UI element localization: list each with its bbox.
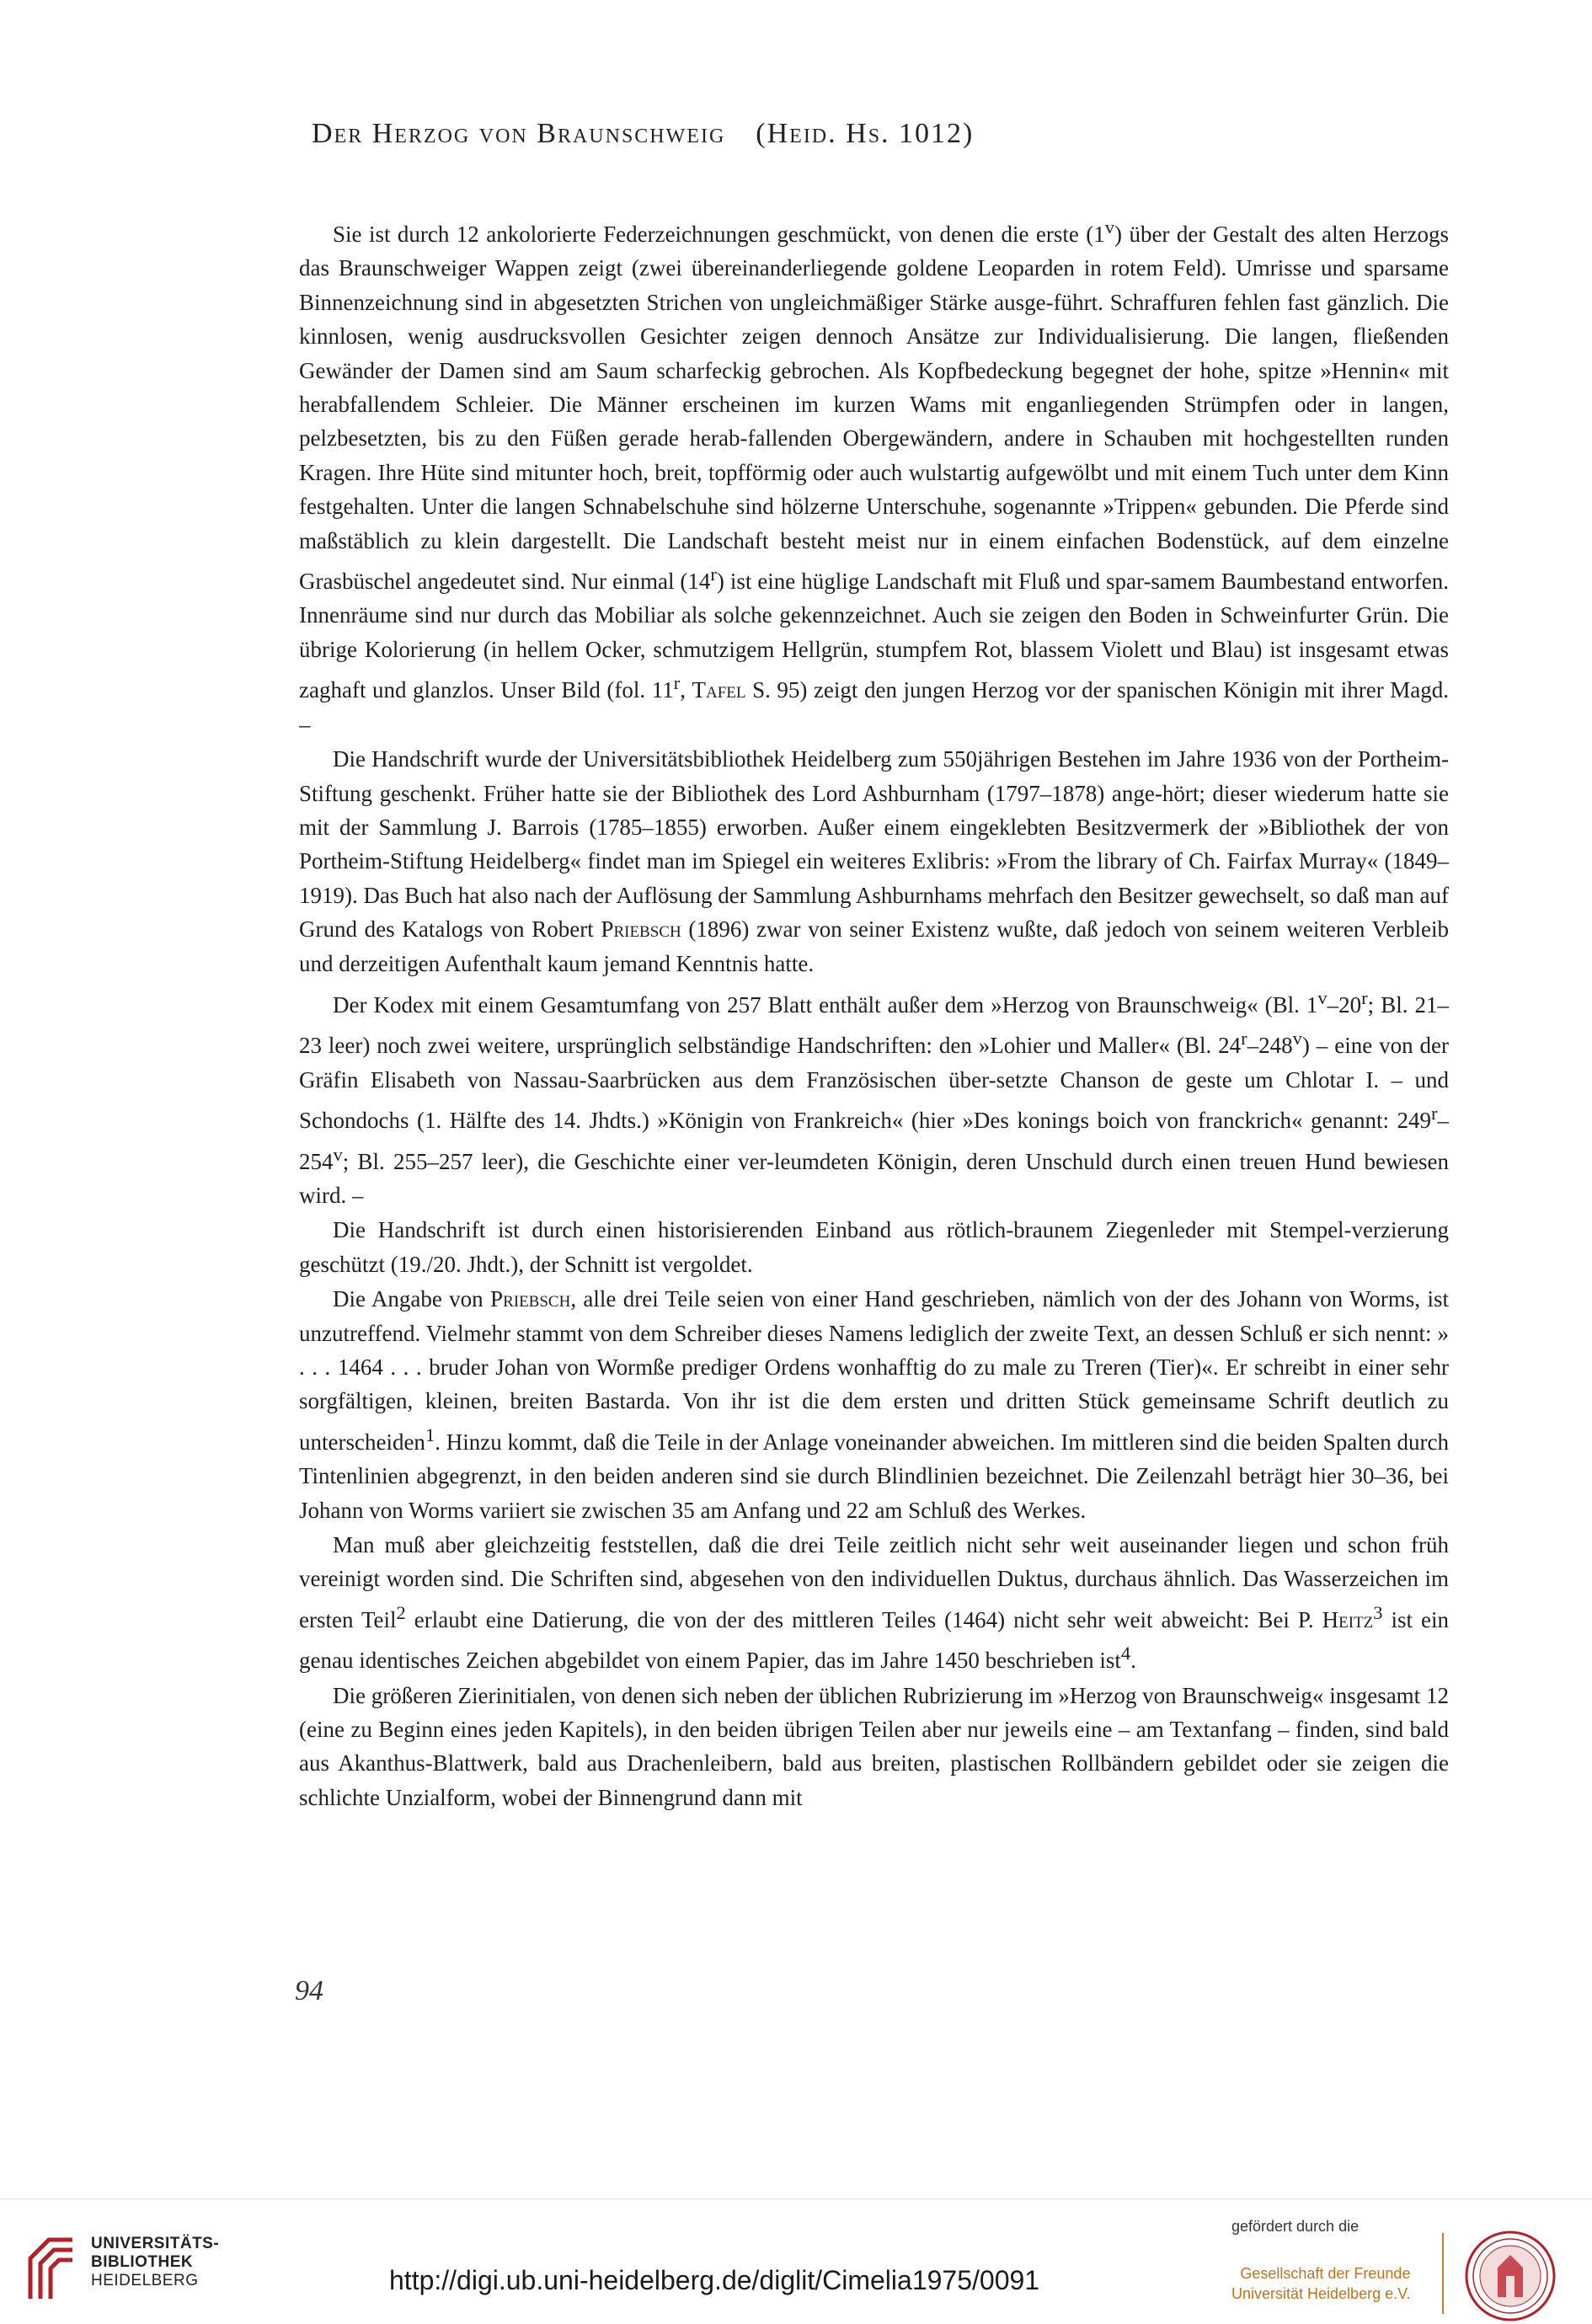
ub-heidelberg-logo-icon[interactable]: [24, 2233, 79, 2302]
footer-bar: [0, 2198, 1592, 2324]
university-seal-icon: [1464, 2230, 1557, 2322]
sponsor-name[interactable]: [1231, 2263, 1410, 2304]
running-head-shelfmark: (Heid. Hs. 1012): [756, 118, 975, 149]
body-paragraph: Der Kodex mit einem Gesamtumfang von 257 Blatt enthält außer dem »Herzog von Braunschweig« (Bl. 1$^v$–20$^r$; Bl. 21–23 leer) noch zwei weitere, ursprünglich selbständige Handschriften: den »Lohier und Maller« (Bl. 24$^r$–248$^v$) – eine von der Gräfin Elisabeth von Nassau-Saarbrücken aus dem Französischen über-setzte Chanson de geste um Chlotar I. – und Schondochs (1. Hälfte des 14. Jhdts.) »Königin von Frankreich« (hier »Des konings boich von franckrich« genannt: 249$^r$–254$^v$; Bl. 255–257 leer), die Geschichte einer ver-leumdeten Königin, deren Unschuld durch einen treuen Hund bewiesen wird. –: [299, 986, 1449, 1208]
library-name-line1: UNIVERSITÄTS-: [91, 2235, 220, 2252]
body-paragraph: Sie ist durch 12 ankolorierte Federzeichnungen geschmückt, von denen die erste (1$^v$) über der Gestalt des alten Herzogs das Braunschweiger Wappen zeigt (zwei übereinanderliegende goldene Leoparden in rotem Feld). Umrisse und sparsame Binnenzeichnung sind in abgesetzten Strichen von ungleichmäßiger Stärke ausge-führt. Schraffuren fehlen fast gänzlich. Die kinnlosen, wenig ausdrucksvollen Gesichter zeigen dennoch Ansätze zur Individualisierung. Die langen, fließenden Gewänder der Damen sind am Saum scharfeckig gebrochen. Als Kopfbedeckung begegnet der hohe, spitze »Hennin« mit herabfallendem Schleier. Die Männer erscheinen im kurzen Wams mit enganliegenden Strümpfen oder in langen, pelzbesetzten, bis zu den Füßen gerade herab-fallenden Obergewändern, andere in Schauben mit hochgestellten runden Kragen. Ihre Hüte sind mitunter hoch, breit, topfförmig oder auch wulstartig aufgewölbt und mit einem Tuch unter dem Kinn festgehalten. Unter die langen Schnabelschuhe sind hölzerne Unterschuhe, sogenannte »Trippen« gebunden. Die Pferde sind maßstäblich zu klein dargestellt. Die Landschaft besteht meist nur in einem einfachen Bodenstück, auf dem einzelne Grasbüschel angedeutet sind. Nur einmal (14$^r$) ist eine hüglige Landschaft mit Fluß und spar-samem Baumbestand entworfen. Innenräume sind nur durch das Mobiliar als solche gekennzeichnet. Auch sie zeigen den Boden in Schweinfurter Grün. Die übrige Kolorierung (in hellem Ocker, schmutzigem Hellgrün, stumpfem Rot, blassem Violett und Blau) ist insgesamt etwas zaghaft und glanzlos. Unser Bild (fol. 11$^r$, Tafel S. 95) zeigt den jungen Herzog vor der spanischen Königin mit ihrer Magd. –: [299, 216, 1450, 737]
body-paragraph: Die größeren Zierinitialen, von denen sich neben der üblichen Rubrizierung im »Herzog von Braunschweig« insgesamt 12 (eine zu Beginn eines jeden Kapitels), in den beiden übrigen Teilen aber nur jeweils eine – am Textanfang – finden, sind bald aus Akanthus-Blattwerk, bald aus Drachenleibern, bald aus breiten, plastischen Rollbändern gebildet oder sie zeigen die schlichte Unzialform, wobei der Binnengrund dann mit: [299, 1682, 1449, 1810]
body-paragraph: Die Angabe von Priebsch, alle drei Teile seien von einer Hand geschrieben, nämlich von der des Johann von Worms, ist unzutreffend. Vielmehr stammt von dem Schreiber dieses Namens lediglich der zweite Text, an dessen Schluß er sich nennt: » . . . 1464 . . . bruder Johan von Wormße prediger Ordens wonhafftig do zu male zu Treren (Tier)«. Er schreibt in einer sehr sorgfältigen, kleinen, breiten Bastarda. Von ihr ist die dem ersten und dritten Stück gemeinsame Schrift deutlich zu unterscheiden$^1$. Hinzu kommt, daß die Teile in der Anlage voneinander abweichen. Im mittleren sind die beiden Spalten durch Tintenlinien abgegrenzt, in den beiden anderen sind sie durch Blindlinien bezeichnet. Die Zeilenzahl beträgt hier 30–36, bei Johann von Worms variiert sie zwischen 35 am Anfang und 22 am Schluß des Werkes.: [299, 1286, 1449, 1523]
body-paragraph: Die Handschrift wurde der Universitätsbibliothek Heidelberg zum 550jährigen Bestehen im Jahre 1936 von der Portheim-Stiftung geschenkt. Früher hatte sie der Bibliothek des Lord Ashburnham (1797–1878) ange-hört; dieser wiederum hatte sie mit der Sammlung J. Barrois (1785–1855) erworben. Außer einem eingeklebten Besitzvermerk der »Bibliothek der von Portheim-Stiftung Heidelberg« findet man im Spiegel ein weiteres Exlibris: »From the library of Ch. Fairfax Murray« (1849–1919). Das Buch hat also nach der Auflösung der Sammlung Ashburnhams mehrfach den Besitzer gewechselt, so daß man auf Grund des Katalogs von Robert Priebsch (1896) zwar von seiner Existenz wußte, daß jedoch von seinem weiteren Verbleib und derzeitigen Aufenthalt kaum jemand Kenntnis hatte.: [299, 746, 1449, 976]
library-name-line3: HEIDELBERG: [91, 2272, 199, 2289]
sponsor-name-line2: Universität Heidelberg e.V.: [1231, 2285, 1411, 2302]
sponsor-label: gefördert durch die: [1231, 2218, 1360, 2235]
permalink-url[interactable]: http://digi.ub.uni-heidelberg.de/diglit/Cimelia1975/0091: [389, 2265, 1040, 2295]
body-text: [299, 211, 1449, 1814]
running-head-title: Der Herzog von Braunschweig: [312, 118, 726, 149]
sponsor-divider: [1442, 2233, 1444, 2314]
sponsor-name-line1: Gesellschaft der Freunde: [1240, 2265, 1411, 2282]
library-name: [91, 2235, 219, 2290]
library-name-line2: BIBLIOTHEK: [91, 2253, 194, 2271]
running-head: [312, 118, 1449, 150]
page-number: 94: [295, 1975, 323, 2006]
body-paragraph: Die Handschrift ist durch einen historisierenden Einband aus rötlich-braunem Ziegenleder mit Stempel-verzierung geschützt (19./20. Jhdt.), der Schnitt ist vergoldet.: [299, 1217, 1449, 1277]
body-paragraph: Man muß aber gleichzeitig feststellen, daß die drei Teile zeitlich nicht sehr weit auseinander liegen und schon früh vereinigt worden sind. Die Schriften sind, abgesehen von den individuellen Duktus, durchaus ähnlich. Das Wasserzeichen im ersten Teil$^2$ erlaubt eine Datierung, die von der des mittleren Teiles (1464) nicht sehr weit abweicht: Bei P. Heitz$^3$ ist ein genau identisches Zeichen abgebildet von einem Papier, das im Jahre 1450 beschrieben ist$^4$.: [299, 1532, 1449, 1674]
